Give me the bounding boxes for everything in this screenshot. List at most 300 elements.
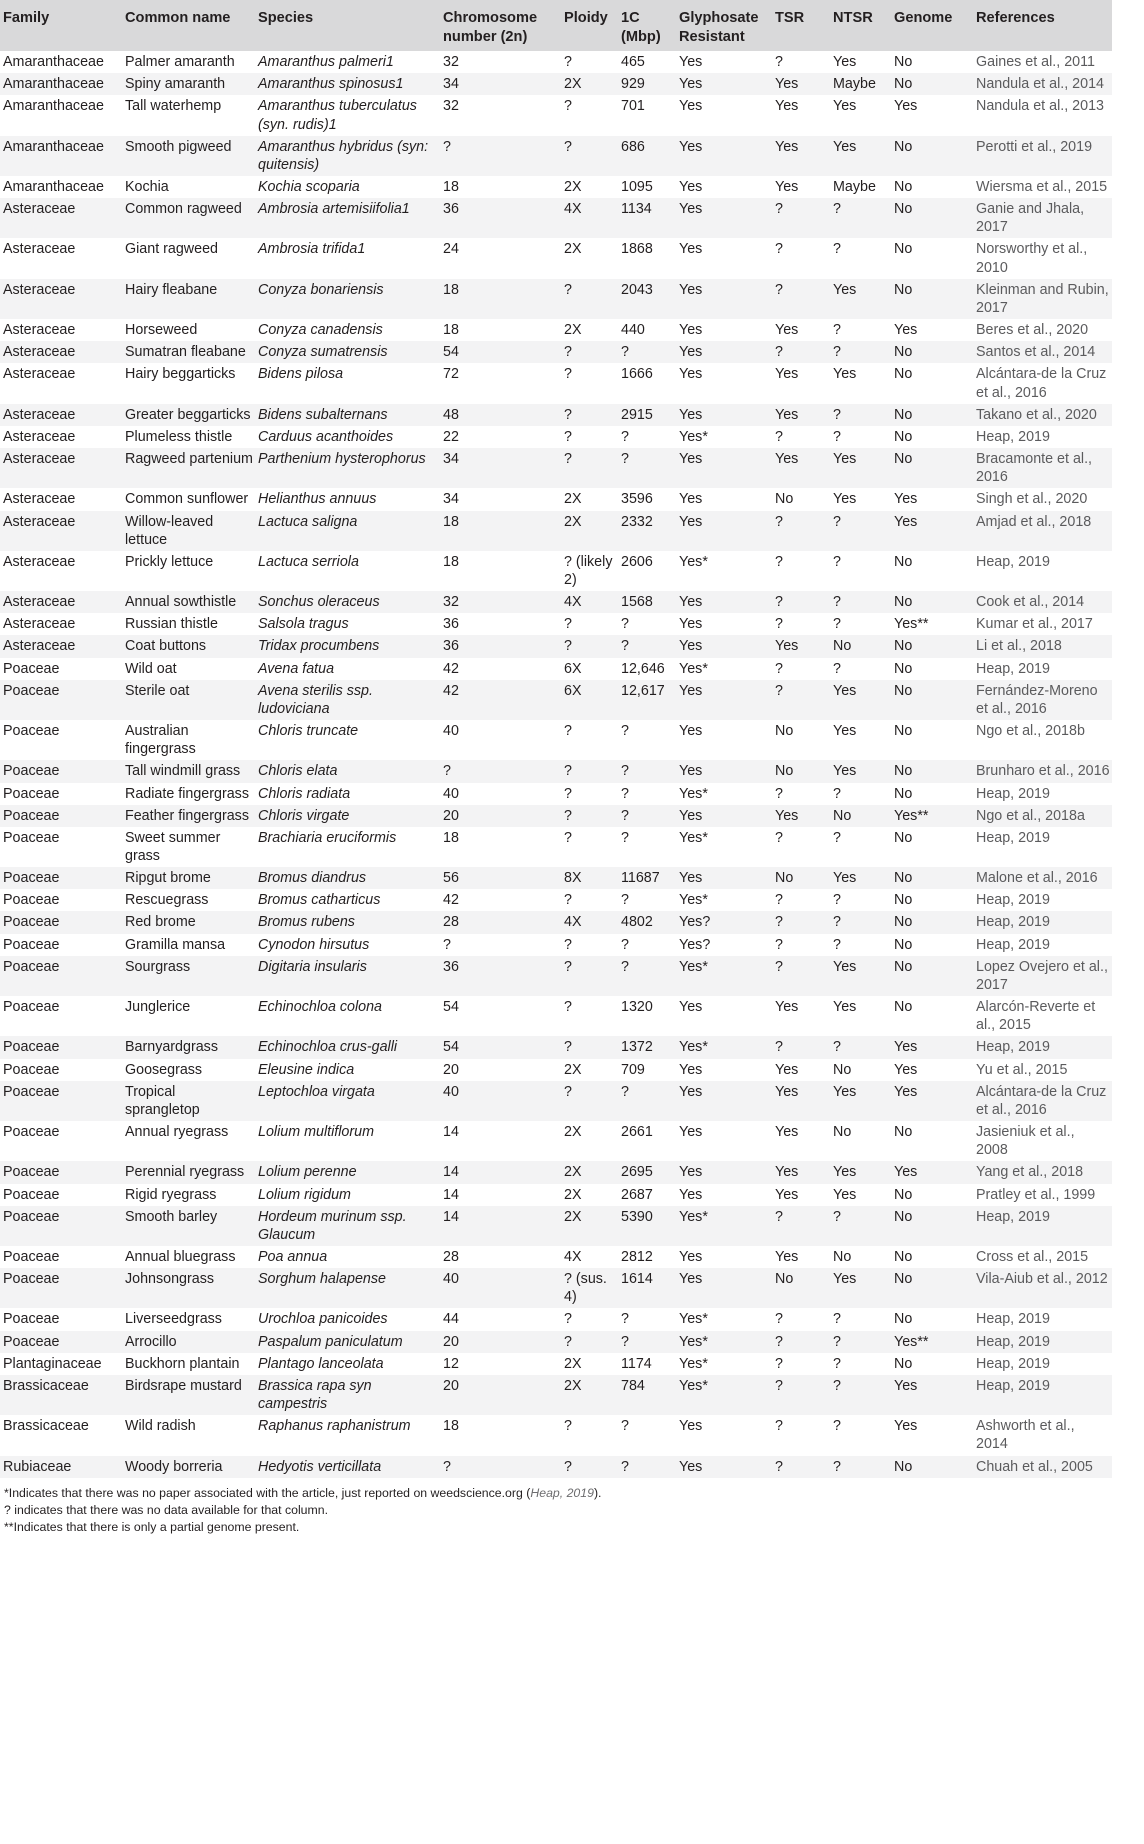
glyphosate-resistant-cell: Yes [679, 179, 703, 195]
family-cell: Asteraceae [3, 281, 76, 298]
1c-mbp-cell: 1095 [621, 179, 653, 195]
ploidy-cell: ? [564, 723, 572, 740]
table-row [0, 488, 1112, 510]
ploidy-cell: ? (sus. 4) [564, 1271, 607, 1306]
ntsr-cell: ? [833, 344, 841, 361]
genome-cell: No [894, 829, 913, 846]
1c-mbp-cell: 4802 [621, 914, 653, 931]
1c-mbp-cell: ? [621, 892, 629, 909]
ploidy-cell: 4X [564, 201, 582, 218]
tsr-cell: ? [775, 513, 783, 530]
footnote-heap-reference: Heap, 2019 [530, 1485, 594, 1500]
reference-cell: Nandula et al., 2013 [976, 98, 1104, 115]
common-name-cell: Barnyardgrass [125, 1039, 218, 1056]
common-name-cell: Wild radish [125, 1418, 196, 1435]
glyphosate-resistant-cell: Yes* [679, 553, 708, 570]
glyphosate-resistant-cell: Yes [679, 406, 703, 423]
ploidy-cell: ? [564, 616, 572, 633]
glyphosate-resistant-cell: Yes [679, 241, 703, 258]
table-row [0, 1375, 1112, 1415]
glyphosate-resistant-cell: Yes [679, 999, 703, 1016]
glyphosate-resistant-cell: Yes [679, 1124, 703, 1141]
species-cell: Conyza bonariensis [258, 281, 384, 298]
genome-cell: No [894, 914, 913, 931]
ntsr-cell: ? [833, 594, 841, 611]
species-cell: Urochloa panicoides [258, 1311, 388, 1328]
reference-cell: Ngo et al., 2018b [976, 723, 1085, 740]
tsr-cell: Yes [775, 366, 799, 383]
ploidy-cell: ? [564, 344, 572, 361]
glyphosate-resistant-cell: Yes* [679, 892, 708, 909]
table-row [0, 658, 1112, 680]
species-cell: Sorghum halapense [258, 1271, 386, 1288]
common-name-cell: Tropical sprangletop [125, 1083, 200, 1118]
ploidy-cell: 4X [564, 1248, 582, 1265]
family-cell: Amaranthaceae [3, 54, 104, 71]
table-row [0, 1456, 1112, 1478]
ntsr-cell: ? [833, 829, 841, 846]
genome-cell: No [894, 1271, 913, 1288]
family-cell: Asteraceae [3, 451, 76, 468]
table-header [0, 0, 1112, 51]
reference-cell: Heap, 2019 [976, 1311, 1050, 1328]
reference-cell: Gaines et al., 2011 [976, 54, 1095, 71]
1c-mbp-cell: ? [621, 1333, 629, 1350]
glyphosate-resistant-cell: Yes [679, 870, 703, 887]
ploidy-cell: 2X [564, 1164, 582, 1181]
species-cell: Sonchus oleraceus [258, 594, 380, 611]
common-name-cell: Rescuegrass [125, 892, 209, 909]
1c-mbp-cell: 1320 [621, 999, 653, 1016]
species-cell: Lolium multiflorum [258, 1124, 374, 1141]
chromosome-number-cell: 42 [443, 892, 459, 909]
species-cell: Ambrosia trifida1 [258, 241, 366, 258]
genome-cell: No [894, 1124, 913, 1141]
reference-cell: Norsworthy et al., 2010 [976, 241, 1088, 276]
family-cell: Poaceae [3, 914, 60, 931]
genome-cell: No [894, 241, 913, 258]
tsr-cell: ? [775, 1355, 783, 1372]
common-name-cell: Plumeless thistle [125, 428, 233, 445]
ploidy-cell: ? [564, 807, 572, 824]
species-cell: Chloris radiata [258, 785, 351, 802]
common-name-cell: Hairy fleabane [125, 281, 218, 298]
ntsr-cell: Yes [833, 54, 857, 71]
chromosome-number-cell: 14 [443, 1186, 459, 1203]
chromosome-number-cell: 18 [443, 322, 459, 339]
tsr-cell: ? [775, 594, 783, 611]
genome-cell: Yes** [894, 616, 929, 633]
1c-mbp-cell: ? [621, 723, 629, 740]
common-name-cell: Annual bluegrass [125, 1248, 236, 1265]
common-name-cell: Giant ragweed [125, 241, 218, 258]
species-cell: Bromus catharticus [258, 892, 381, 909]
1c-mbp-cell: 1868 [621, 241, 653, 258]
glyphosate-resistant-cell: Yes [679, 98, 703, 115]
common-name-cell: Wild oat [125, 660, 177, 677]
chromosome-number-cell: 18 [443, 513, 459, 530]
ploidy-cell: ? [564, 1311, 572, 1328]
genome-cell: No [894, 1355, 913, 1372]
1c-mbp-cell: 5390 [621, 1208, 653, 1225]
species-cell: Salsola tragus [258, 616, 349, 633]
table-row [0, 279, 1112, 319]
species-cell: Hordeum murinum ssp. Glaucum [258, 1208, 407, 1243]
chromosome-number-cell: 22 [443, 428, 459, 445]
ntsr-cell: ? [833, 428, 841, 445]
chromosome-number-cell: 28 [443, 1248, 459, 1265]
1c-mbp-cell: 2606 [621, 553, 653, 570]
1c-mbp-cell: 2687 [621, 1186, 653, 1203]
ploidy-cell: 2X [564, 1061, 582, 1078]
ploidy-cell: 4X [564, 914, 582, 931]
1c-mbp-cell: 12,617 [621, 682, 665, 699]
table-row [0, 1308, 1112, 1330]
1c-mbp-cell: 1666 [621, 366, 653, 383]
reference-cell: Amjad et al., 2018 [976, 513, 1092, 530]
common-name-cell: Ragweed partenium [125, 451, 253, 468]
1c-mbp-cell: 709 [621, 1061, 645, 1078]
glyphosate-resistant-cell: Yes [679, 723, 703, 740]
common-name-cell: Tall waterhemp [125, 98, 222, 115]
table-row [0, 1059, 1112, 1081]
tsr-cell: Yes [775, 638, 799, 655]
common-name-cell: Kochia [125, 179, 169, 195]
common-name-cell: Junglerice [125, 999, 191, 1016]
common-name-cell: Goosegrass [125, 1061, 203, 1078]
genome-cell: No [894, 785, 913, 802]
glyphosate-resistant-cell: Yes [679, 201, 703, 218]
common-name-cell: Gramilla mansa [125, 936, 226, 953]
species-cell: Poa annua [258, 1248, 328, 1265]
1c-mbp-cell: ? [621, 344, 629, 361]
ploidy-cell: ? [564, 958, 572, 975]
common-name-cell: Johnsongrass [125, 1271, 215, 1288]
family-cell: Poaceae [3, 1333, 60, 1350]
ploidy-cell: ? [564, 428, 572, 445]
tsr-cell: Yes [775, 1083, 799, 1100]
reference-cell: Alcántara-de la Cruz et al., 2016 [976, 366, 1107, 401]
chromosome-number-cell: 44 [443, 1311, 459, 1328]
ploidy-cell: 2X [564, 1208, 582, 1225]
glyphosate-resistant-cell: Yes* [679, 785, 708, 802]
ploidy-cell: 6X [564, 660, 582, 677]
table-row [0, 911, 1112, 933]
family-cell: Poaceae [3, 1061, 60, 1078]
table-row [0, 426, 1112, 448]
tsr-cell: ? [775, 936, 783, 953]
genome-cell: No [894, 892, 913, 909]
ntsr-cell: Yes [833, 723, 857, 740]
chromosome-number-cell: 18 [443, 829, 459, 846]
genome-cell: No [894, 281, 913, 298]
common-name-cell: Hairy beggarticks [125, 366, 236, 383]
glyphosate-resistant-cell: Yes [679, 281, 703, 298]
common-name-cell: Smooth pigweed [125, 138, 232, 155]
chromosome-number-cell: 40 [443, 1083, 459, 1100]
reference-cell: Heap, 2019 [976, 1333, 1050, 1350]
ntsr-cell: ? [833, 553, 841, 570]
chromosome-number-cell: 14 [443, 1164, 459, 1181]
ntsr-cell: ? [833, 406, 841, 423]
family-cell: Poaceae [3, 829, 60, 846]
chromosome-number-cell: 18 [443, 553, 459, 570]
ntsr-cell: ? [833, 1377, 841, 1394]
table-row [0, 198, 1112, 238]
glyphosate-resistant-cell: Yes [679, 1271, 703, 1288]
glyphosate-resistant-cell: Yes* [679, 1311, 708, 1328]
common-name-cell: Sourgrass [125, 958, 191, 975]
col-header-references: References [976, 10, 1055, 26]
ntsr-cell: Maybe [833, 76, 876, 93]
species-cell: Parthenium hysterophorus [258, 451, 426, 468]
1c-mbp-cell: ? [621, 428, 629, 445]
common-name-cell: Sterile oat [125, 682, 190, 699]
common-name-cell: Tall windmill grass [125, 763, 241, 780]
chromosome-number-cell: 54 [443, 344, 459, 361]
family-cell: Amaranthaceae [3, 179, 104, 195]
reference-cell: Jasieniuk et al., 2008 [976, 1124, 1075, 1159]
ntsr-cell: Yes [833, 366, 857, 383]
ntsr-cell: Yes [833, 281, 857, 298]
reference-cell: Alarcón-Reverte et al., 2015 [976, 999, 1096, 1034]
ntsr-cell: No [833, 807, 852, 824]
chromosome-number-cell: 32 [443, 54, 459, 71]
genome-cell: Yes [894, 513, 918, 530]
table-row [0, 827, 1112, 867]
family-cell: Poaceae [3, 682, 60, 699]
1c-mbp-cell: 11687 [621, 870, 660, 887]
family-cell: Poaceae [3, 785, 60, 802]
reference-cell: Heap, 2019 [976, 1208, 1050, 1225]
tsr-cell: No [775, 763, 794, 780]
1c-mbp-cell: ? [621, 958, 629, 975]
table-row [0, 956, 1112, 996]
tsr-cell: Yes [775, 1186, 799, 1203]
ploidy-cell: ? [564, 1333, 572, 1350]
glyphosate-resistant-cell: Yes? [679, 914, 711, 931]
ntsr-cell: ? [833, 616, 841, 633]
col-header-common-name: Common name [125, 10, 231, 26]
1c-mbp-cell: 686 [621, 138, 645, 155]
table-row [0, 95, 1112, 135]
table-row [0, 867, 1112, 889]
reference-cell: Kleinman and Rubin, 2017 [976, 281, 1109, 316]
chromosome-number-cell: 14 [443, 1208, 459, 1225]
reference-cell: Takano et al., 2020 [976, 406, 1097, 423]
table-footnotes [0, 1485, 972, 1536]
table-row [0, 1161, 1112, 1183]
chromosome-number-cell: 72 [443, 366, 459, 383]
ntsr-cell: ? [833, 785, 841, 802]
ploidy-cell: 2X [564, 1377, 582, 1394]
common-name-cell: Palmer amaranth [125, 54, 235, 71]
tsr-cell: ? [775, 201, 783, 218]
ploidy-cell: ? [564, 1039, 572, 1056]
table-row [0, 1268, 1112, 1308]
genome-cell: No [894, 723, 913, 740]
table-row [0, 1184, 1112, 1206]
common-name-cell: Ripgut brome [125, 870, 211, 887]
table-row [0, 1415, 1112, 1455]
tsr-cell: Yes [775, 1248, 799, 1265]
table-row [0, 1206, 1112, 1246]
tsr-cell: ? [775, 616, 783, 633]
table-row [0, 1331, 1112, 1353]
1c-mbp-cell: 701 [621, 98, 645, 115]
ntsr-cell: ? [833, 1039, 841, 1056]
glyphosate-resistant-cell: Yes? [679, 936, 711, 953]
family-cell: Asteraceae [3, 241, 76, 258]
ploidy-cell: ? [564, 1083, 572, 1100]
family-cell: Poaceae [3, 1208, 60, 1225]
glyphosate-resistant-cell: Yes [679, 807, 703, 824]
family-cell: Poaceae [3, 892, 60, 909]
tsr-cell: ? [775, 553, 783, 570]
species-cell: Echinochloa colona [258, 999, 382, 1016]
chromosome-number-cell: 54 [443, 1039, 459, 1056]
footnote-question-mark: ? indicates that there was no data available for that column. [4, 1502, 329, 1517]
glyphosate-resistant-cell: Yes [679, 763, 703, 780]
table-row [0, 176, 1112, 198]
1c-mbp-cell: 2043 [621, 281, 653, 298]
genome-cell: No [894, 54, 913, 71]
reference-cell: Heap, 2019 [976, 660, 1050, 677]
ploidy-cell: 2X [564, 491, 582, 508]
ploidy-cell: ? [564, 785, 572, 802]
family-cell: Plantaginaceae [3, 1355, 102, 1372]
family-cell: Poaceae [3, 763, 60, 780]
table-row [0, 805, 1112, 827]
family-cell: Poaceae [3, 1311, 60, 1328]
ntsr-cell: Yes [833, 682, 857, 699]
common-name-cell: Liverseedgrass [125, 1311, 222, 1328]
tsr-cell: Yes [775, 1164, 799, 1181]
genome-cell: No [894, 1311, 913, 1328]
tsr-cell: ? [775, 1311, 783, 1328]
1c-mbp-cell: 2695 [621, 1164, 653, 1181]
ntsr-cell: Maybe [833, 179, 876, 195]
chromosome-number-cell: 32 [443, 594, 459, 611]
tsr-cell: No [775, 1271, 794, 1288]
glyphosate-resistant-cell: Yes [679, 513, 703, 530]
glyphosate-resistant-cell: Yes* [679, 1333, 708, 1350]
common-name-cell: Horseweed [125, 322, 198, 339]
1c-mbp-cell: ? [621, 451, 629, 468]
ploidy-cell: ? [564, 138, 572, 155]
tsr-cell: No [775, 870, 794, 887]
chromosome-number-cell: 20 [443, 807, 459, 824]
table-row [0, 1121, 1112, 1161]
common-name-cell: Willow-leaved lettuce [125, 513, 214, 548]
species-cell: Chloris truncate [258, 723, 359, 740]
1c-mbp-cell: 440 [621, 322, 645, 339]
1c-mbp-cell: ? [621, 616, 629, 633]
col-header-1c-mbp: 1C (Mbp) [621, 10, 661, 45]
species-cell: Leptochloa virgata [258, 1083, 375, 1100]
reference-cell: Santos et al., 2014 [976, 344, 1096, 361]
family-cell: Poaceae [3, 1083, 60, 1100]
genome-cell: Yes [894, 1164, 918, 1181]
table-row [0, 136, 1112, 176]
ntsr-cell: Yes [833, 451, 857, 468]
genome-cell: Yes [894, 1377, 918, 1394]
family-cell: Poaceae [3, 1039, 60, 1056]
reference-cell: Ngo et al., 2018a [976, 807, 1085, 824]
reference-cell: Heap, 2019 [976, 1355, 1050, 1372]
species-cell: Bidens pilosa [258, 366, 344, 383]
chromosome-number-cell: 36 [443, 638, 459, 655]
tsr-cell: ? [775, 785, 783, 802]
table-row [0, 404, 1112, 426]
glyphosate-resistant-cell: Yes [679, 491, 703, 508]
species-cell: Lactuca saligna [258, 513, 358, 530]
glyphosate-resistant-cell: Yes [679, 1061, 703, 1078]
species-cell: Plantago lanceolata [258, 1355, 384, 1372]
family-cell: Asteraceae [3, 491, 76, 508]
1c-mbp-cell: 1134 [621, 201, 652, 218]
1c-mbp-cell: 2812 [621, 1248, 653, 1265]
1c-mbp-cell: ? [621, 807, 629, 824]
genome-cell: Yes** [894, 1333, 929, 1350]
table-row [0, 680, 1112, 720]
family-cell: Amaranthaceae [3, 98, 104, 115]
ntsr-cell: ? [833, 914, 841, 931]
1c-mbp-cell: ? [621, 785, 629, 802]
reference-cell: Malone et al., 2016 [976, 870, 1098, 887]
1c-mbp-cell: 2915 [621, 406, 653, 423]
reference-cell: Beres et al., 2020 [976, 322, 1089, 339]
reference-cell: Heap, 2019 [976, 914, 1050, 931]
reference-cell: Brunharo et al., 2016 [976, 763, 1110, 780]
family-cell: Amaranthaceae [3, 76, 104, 93]
reference-cell: Kumar et al., 2017 [976, 616, 1093, 633]
common-name-cell: Common sunflower [125, 491, 249, 508]
table-row [0, 591, 1112, 613]
chromosome-number-cell: 18 [443, 179, 459, 195]
tsr-cell: Yes [775, 76, 799, 93]
tsr-cell: ? [775, 914, 783, 931]
tsr-cell: Yes [775, 807, 799, 824]
table-row [0, 73, 1112, 95]
ntsr-cell: ? [833, 1355, 841, 1372]
ntsr-cell: No [833, 638, 852, 655]
reference-cell: Heap, 2019 [976, 553, 1050, 570]
family-cell: Poaceae [3, 723, 60, 740]
family-cell: Brassicaceae [3, 1418, 89, 1435]
reference-cell: Pratley et al., 1999 [976, 1186, 1096, 1203]
ploidy-cell: ? [564, 451, 572, 468]
family-cell: Asteraceae [3, 406, 76, 423]
table-row [0, 635, 1112, 657]
genome-cell: No [894, 1458, 913, 1475]
species-cell: Echinochloa crus-galli [258, 1039, 398, 1056]
table-row [0, 341, 1112, 363]
reference-cell: Yu et al., 2015 [976, 1061, 1068, 1078]
reference-cell: Lopez Ovejero et al., 2017 [976, 958, 1108, 993]
reference-cell: Heap, 2019 [976, 428, 1050, 445]
ploidy-cell: 4X [564, 594, 582, 611]
tsr-cell: ? [775, 1418, 783, 1435]
ploidy-cell: ? [564, 54, 572, 71]
genome-cell: No [894, 594, 913, 611]
chromosome-number-cell: 28 [443, 914, 459, 931]
reference-cell: Alcántara-de la Cruz et al., 2016 [976, 1083, 1107, 1118]
family-cell: Poaceae [3, 807, 60, 824]
ploidy-cell: 2X [564, 179, 582, 195]
table-row [0, 889, 1112, 911]
chromosome-number-cell: 34 [443, 76, 459, 93]
